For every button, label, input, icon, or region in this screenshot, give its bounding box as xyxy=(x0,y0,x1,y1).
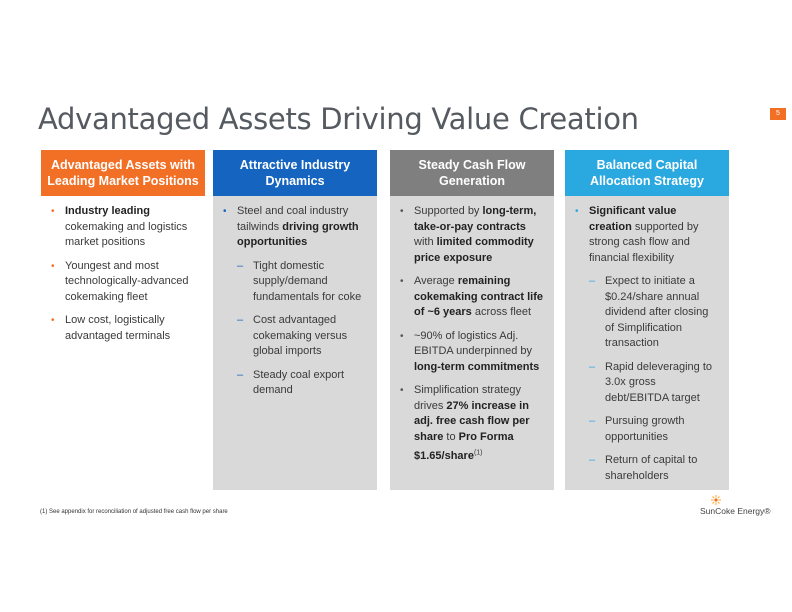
bullet-item xyxy=(575,204,719,484)
bullet-list xyxy=(575,204,719,484)
bullet-icon: • xyxy=(223,206,227,217)
footnote: (1) See appendix for reconciliation of adjusted free cash flow per share xyxy=(40,509,228,515)
page-title: Advantaged Assets Driving Value Creation xyxy=(38,102,639,136)
bullet-item xyxy=(51,259,195,306)
bullet-text: Average remaining cokemaking contract life of ~6 years across fleet xyxy=(414,275,543,318)
bullet-icon: • xyxy=(575,206,579,217)
sub-bullet-text: Expect to initiate a $0.24/share annual dividend after closing of Simplification transaction xyxy=(605,275,709,349)
bullet-item xyxy=(400,274,544,321)
bullet-icon: • xyxy=(51,260,55,272)
dash-icon: – xyxy=(589,275,596,287)
bullet-icon: • xyxy=(400,330,404,342)
column-capital-allocation xyxy=(565,150,729,490)
sun-icon xyxy=(711,495,721,505)
bullet-item xyxy=(400,329,544,376)
sub-bullet-item xyxy=(237,368,367,399)
column-industry-dynamics xyxy=(213,150,377,490)
bullet-list xyxy=(400,204,544,464)
sub-bullet-text: Steady coal export demand xyxy=(253,368,345,396)
sub-bullet-text: Cost advantaged cokemaking versus global imports xyxy=(253,314,348,357)
column-heading: Attractive Industry Dynamics xyxy=(213,150,377,196)
bullet-item xyxy=(400,204,544,266)
bullet-text: Industry leading cokemaking and logistics market positions xyxy=(65,205,188,248)
column-heading: Steady Cash Flow Generation xyxy=(390,150,554,196)
column-heading: Balanced Capital Allocation Strategy xyxy=(565,150,729,196)
bullet-item xyxy=(51,313,195,344)
page-number-badge: 5 xyxy=(770,108,786,120)
bullet-icon: • xyxy=(400,276,404,287)
sub-bullet-item xyxy=(589,274,719,352)
column-body xyxy=(41,196,205,346)
dash-icon: – xyxy=(237,314,244,326)
bullet-text: Steel and coal industry tailwinds driving growth opportunities xyxy=(237,205,359,248)
sub-bullet-item xyxy=(237,313,367,360)
company-logo xyxy=(700,495,778,519)
sub-bullet-text: Tight domestic supply/demand fundamentals for coke xyxy=(253,259,362,303)
column-body xyxy=(390,196,554,490)
sub-bullet-item xyxy=(589,360,719,407)
bullet-item xyxy=(223,204,367,399)
column-advantaged-assets xyxy=(41,150,205,346)
dash-icon: – xyxy=(237,259,244,272)
column-body xyxy=(565,196,729,490)
sub-bullet-item xyxy=(237,259,367,306)
sub-bullet-item xyxy=(589,453,719,484)
bullet-list xyxy=(223,204,367,399)
bullet-text: Supported by long-term, take-or-pay contracts with limited commodity price exposure xyxy=(414,205,537,264)
bullet-icon: • xyxy=(400,206,404,217)
bullet-item xyxy=(51,204,195,251)
logo-text: SunCoke Energy® xyxy=(700,506,771,516)
bullet-text: Low cost, logistically advantaged terminals xyxy=(65,314,171,342)
sub-bullet-text: Rapid deleveraging to 3.0x gross debt/EBITDA target xyxy=(605,360,713,404)
sub-bullet-list xyxy=(589,274,719,484)
sub-bullet-text: Return of capital to shareholders xyxy=(605,454,698,482)
bullet-text: Youngest and most technologically-advanced cokemaking fleet xyxy=(65,259,189,303)
sub-bullet-list xyxy=(237,259,367,399)
dash-icon: – xyxy=(237,368,244,381)
column-heading: Advantaged Assets with Leading Market Positions xyxy=(41,150,205,196)
dash-icon: – xyxy=(589,360,596,373)
bullet-icon: • xyxy=(51,206,55,217)
column-body xyxy=(213,196,377,490)
column-cash-flow xyxy=(390,150,554,490)
bullet-list xyxy=(51,204,195,344)
bullet-text: ~90% of logistics Adj. EBITDA underpinned by long-term commitments xyxy=(414,329,540,373)
bullet-text: Significant value creation supported by strong cash flow and financial flexibility xyxy=(589,205,699,264)
sub-bullet-text: Pursuing growth opportunities xyxy=(605,415,685,443)
bullet-text: Simplification strategy drives 27% increase in adj. free cash flow per share to Pro Forma $1.65/share$^{(1)}$ xyxy=(414,384,530,462)
dash-icon: – xyxy=(589,415,596,427)
bullet-item xyxy=(400,383,544,464)
sub-bullet-item xyxy=(589,414,719,445)
dash-icon: – xyxy=(589,454,596,466)
bullet-icon: • xyxy=(51,315,55,326)
bullet-icon: • xyxy=(400,385,404,396)
